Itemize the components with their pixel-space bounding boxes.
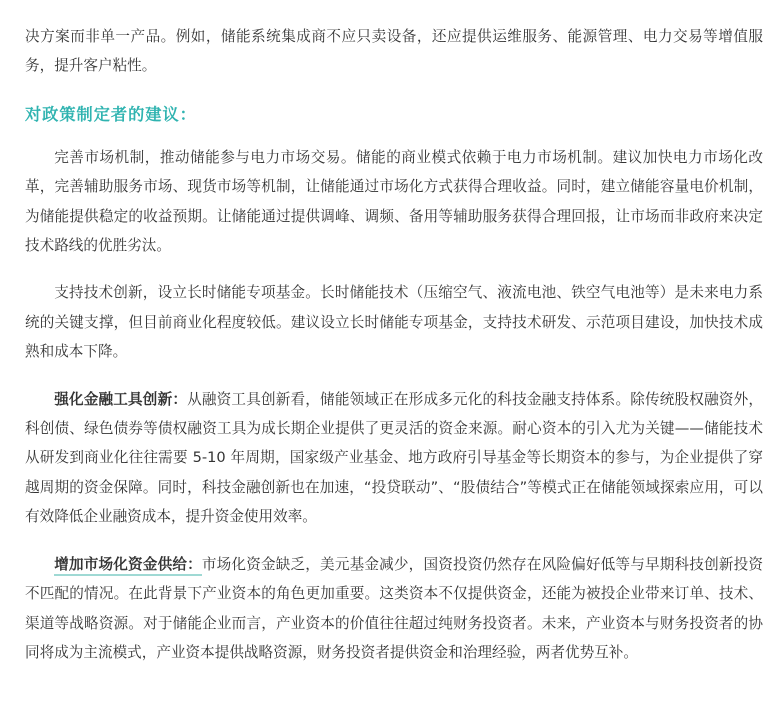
paragraph-market-capital [25,550,763,668]
paragraph-market-mechanism: 完善市场机制，推动储能参与电力市场交易。储能的商业模式依赖于电力市场机制。建议加快电力市场化改革，完善辅助服务市场、现货市场等机制，让储能通过市场化方式获得合理收益。同时，建立储能容量电价机制，为储能提供稳定的收益预期。让储能通过提供调峰、调频、备用等辅助服务获得合理回报，让市场而非政府来决定技术路线的优胜劣汰。 [25,148,763,255]
paragraph-lead: 增加市场化资金供给： [54,556,202,576]
paragraph-tech-innovation: 支持技术创新，设立长时储能专项基金。长时储能技术（压缩空气、液流电池、铁空气电池等）是未来电力系统的关键支撑，但目前商业化程度较低。建议设立长时储能专项基金，支持技术研发、示范项目建设，加快技术成熟和成本下降。 [25,284,763,361]
paragraph-body: 从融资工具创新看，储能领域正在形成多元化的科技金融支持体系。除传统股权融资外，科创债、绿色债券等债权融资工具为成长期企业提供了更灵活的资金来源。耐心资本的引入尤为关键——储能技术从研发到商业化往往需要 5-10 年周期，国家级产业基金、地方政府引导基金等长期资本的参与，为企业提供了穿越周期的资金保障。同时，科技金融创新也在加速，“投贷联动”、“股债结合”等模式正在储能领域探索应用，可以有效降低企业融资成本，提升资金使用效率。 [25,390,763,526]
section-title: 对政策制定者的建议： [25,104,197,124]
paragraph-lead: 强化金融工具创新： [54,390,188,408]
article-body [25,22,763,667]
intro-paragraph: 决方案而非单一产品。例如，储能系统集成商不应只卖设备，还应提供运维服务、能源管理、电力交易等增值服务，提升客户粘性。 [25,28,763,75]
paragraph-body: 市场化资金缺乏，美元基金减少，国资投资仍然存在风险偏好低等与早期科技创新投资不匹配的情况。在此背景下产业资本的角色更加重要。这类资本不仅提供资金，还能为被投企业带来订单、技术、渠道等战略资源。对于储能企业而言，产业资本的价值往往超过纯财务投资者。未来，产业资本与财务投资者的协同将成为主流模式，产业资本提供战略资源，财务投资者提供资金和治理经验，两者优势互补。 [25,555,763,661]
paragraph-finance-innovation [25,385,763,532]
